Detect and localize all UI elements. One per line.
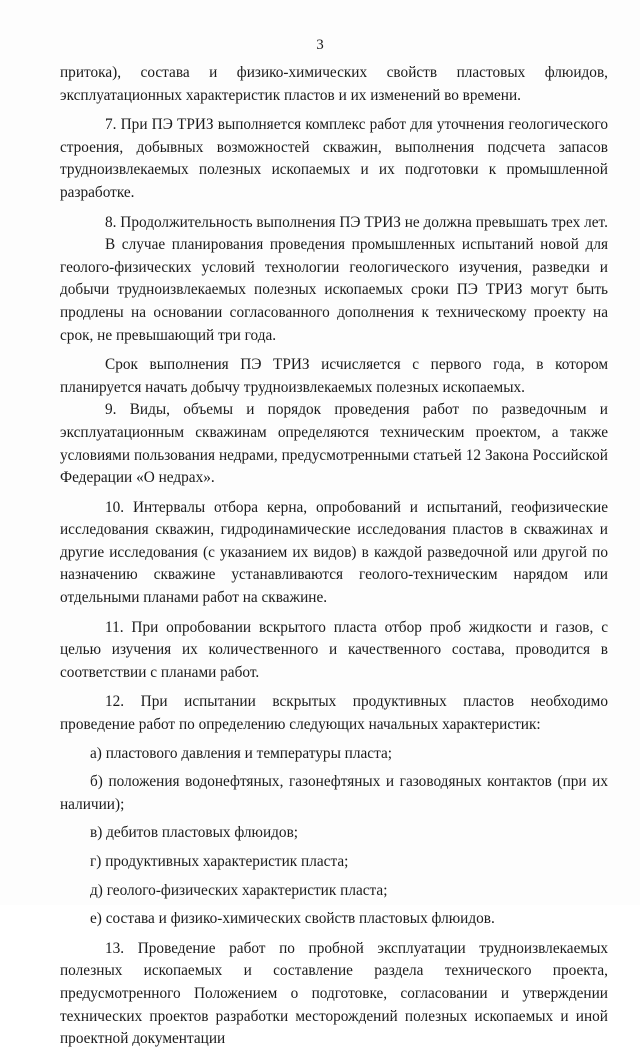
paragraph-9: 9. Виды, объемы и порядок проведения работ по разведочным и эксплуатационным скважинам определяются техническим проектом, а также условиями пользования недрами, предусмотренными статьей 12 Закона Российской Федерации «О недрах».	[60, 401, 608, 487]
paragraph-11: 11. При опробовании вскрытого пласта отбор проб жидкости и газов, с целью изучения их количественного и качественного состава, проводится в соответствии с планами работ.	[60, 618, 608, 681]
list-item-a: а) пластового давления и температуры пласта;	[90, 744, 392, 762]
paragraph-continuation: притока), состава и физико-химических свойств пластовых флюидов, эксплуатационных характеристик пластов и их изменений во времени.	[60, 64, 608, 104]
paragraph-8-extension: В случае планирования проведения промышленных испытаний новой для геолого-физических условий технологии геологического изучения, разведки и добычи трудноизвлекаемых полезных ископаемых сроки ПЭ ТРИЗ могут быть продлены на основании согласованного дополнения к техническому проекту на срок, не превышающий три года.	[60, 236, 608, 344]
paragraph-7: 7. При ПЭ ТРИЗ выполняется комплекс работ для уточнения геологического строения, добывных возможностей скважин, выполнения подсчета запасов трудноизвлекаемых полезных ископаемых и их подготовки к промышленной разработке.	[60, 116, 608, 201]
paragraph-12: 12. При испытании вскрытых продуктивных пластов необходимо проведение работ по определению следующих начальных характеристик:	[60, 693, 608, 734]
list-item-v: в) дебитов пластовых флюидов;	[90, 824, 299, 842]
list-item-e: е) состава и физико-химических свойств пластовых флюидов.	[90, 910, 495, 928]
list-item-d: д) геолого-физических характеристик пласта;	[90, 881, 388, 899]
page-number: 3	[316, 37, 324, 53]
list-item-g: г) продуктивных характеристик пласта;	[90, 853, 349, 870]
paragraph-10: 10. Интервалы отбора керна, опробований и испытаний, геофизические исследования скважин, гидродинамические исследования пластов в скважинах и другие исследования (с указанием их видов) в каждой разведочной или другой по назначению скважине устанавливаются геолого-техническим нарядом или отдельными планами работ на скважине.	[60, 498, 608, 607]
paragraph-13: 13. Проведение работ по пробной эксплуатации трудноизвлекаемых полезных ископаемых и составление раздела технического проекта, предусмотренного Положением о подготовке, согласовании и утверждении технических проектов разработки месторождений полезных ископаемых и иной проектной документации	[60, 939, 608, 1048]
paragraph-8: 8. Продолжительность выполнения ПЭ ТРИЗ не должна превышать трех лет.	[105, 213, 608, 231]
list-item-b: б) положения водонефтяных, газонефтяных и газоводяных контактов (при их наличии);	[60, 773, 608, 813]
paragraph-8-term: Срок выполнения ПЭ ТРИЗ исчисляется с первого года, в котором планируется начать добычу трудноизвлекаемых полезных ископаемых.	[60, 356, 608, 396]
document-body	[60, 62, 608, 1051]
